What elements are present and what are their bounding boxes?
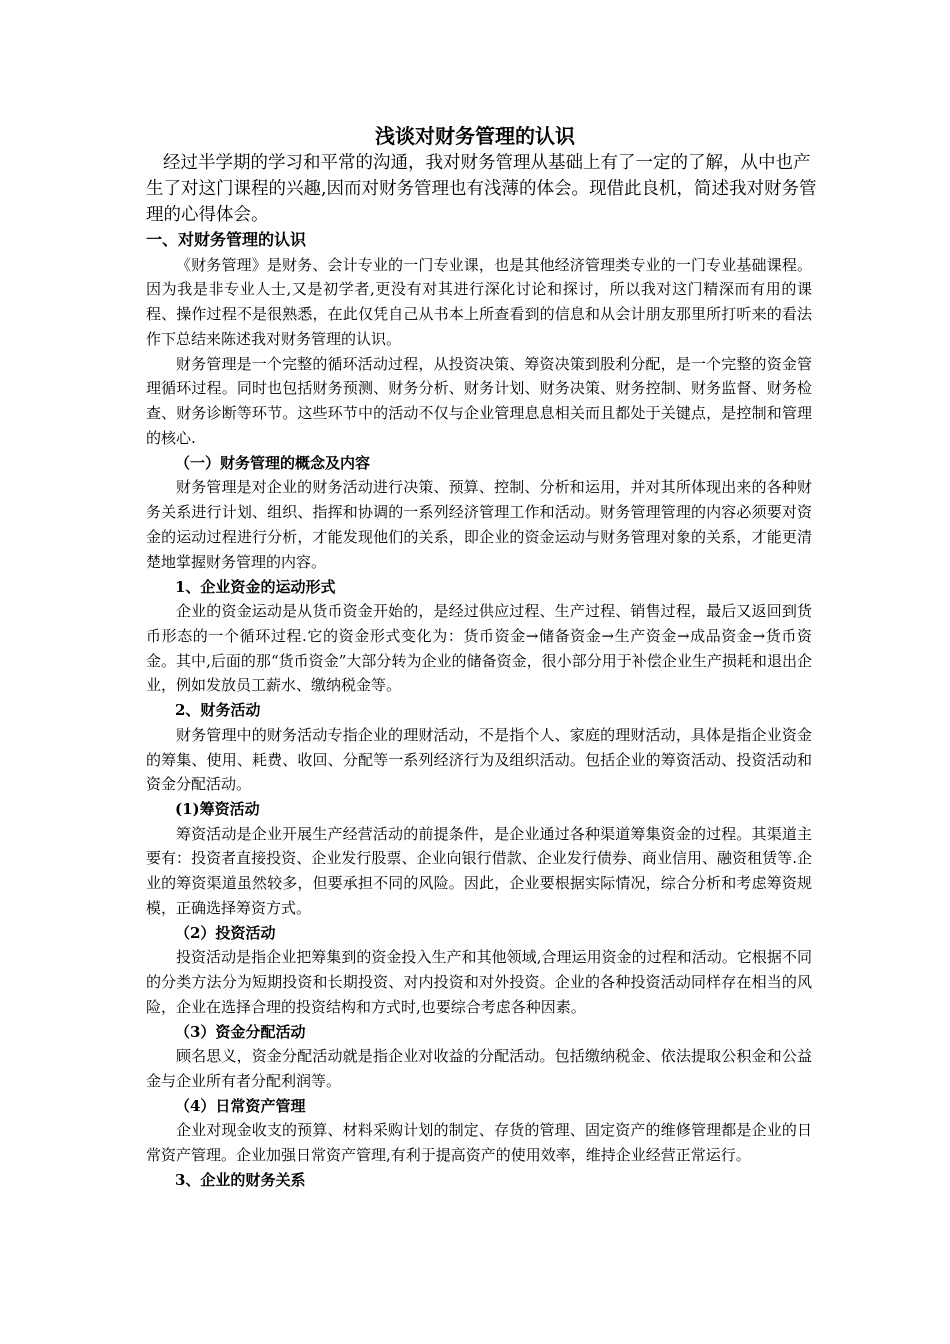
paragraph: 《财务管理》是财务、会计专业的一门专业课，也是其他经济管理类专业的一门专业基础课程。因为我是非专业人士,又是初学者,更没有对其进行深化讨论和探讨，所以我对这门精深而有用的课程、操作过程不是很熟悉，在此仅凭自己从书本上所查看到的信息和从会计朋友那里所打听来的看法作下总结来陈述我对财务管理的认识。 <box>146 255 812 348</box>
paragraph: 财务管理是对企业的财务活动进行决策、预算、控制、分析和运用，并对其所体现出来的各种财务关系进行计划、组织、指挥和协调的一系列经济管理工作和活动。财务管理管理的内容必须要对资金的运动过程进行分析，才能发现他们的关系，即企业的资金运动与财务管理对象的关系，才能更清楚地掌握财务管理的内容。 <box>146 478 812 571</box>
sub-item-heading: (1)筹资活动 <box>175 800 260 819</box>
paragraph: 筹资活动是企业开展生产经营活动的前提条件，是企业通过各种渠道筹集资金的过程。其渠道主要有：投资者直接投资、企业发行股票、企业向银行借款、企业发行债券、商业信用、融资租赁等.企业的筹资渠道虽然较多，但要承担不同的风险。因此，企业要根据实际情况，综合分析和考虑筹资规模，正确选择筹资方式。 <box>146 824 812 918</box>
paragraph: 企业对现金收支的预算、材料采购计划的制定、存货的管理、固定资产的维修管理都是企业的日常资产管理。企业加强日常资产管理,有利于提高资产的使用效率，维持企业经营正常运行。 <box>146 1121 812 1165</box>
sub-item-heading: （2）投资活动 <box>175 923 276 942</box>
paragraph: 企业的资金运动是从货币资金开始的，是经过供应过程、生产过程、销售过程，最后又返回到货币形态的一个循环过程.它的资金形式变化为：货币资金→储备资金→生产资金→成品资金→货币资金。其中,后面的那“货币资金”大部分转为企业的储备资金，很小部分用于补偿企业生产损耗和退出企业，例如发放员工薪水、缴纳税金等。 <box>146 602 812 695</box>
intro-paragraph: 经过半学期的学习和平常的沟通，我对财务管理从基础上有了一定的了解，从中也产生了对这门课程的兴趣,因而对财务管理也有浅薄的体会。现借此良机，简述我对财务管理的心得体会。 <box>146 153 817 225</box>
document-title: 浅谈对财务管理的认识 <box>375 124 575 148</box>
paragraph: 顾名思义，资金分配活动就是指企业对收益的分配活动。包括缴纳税金、依法提取公积金和公益金与企业所有者分配利润等。 <box>146 1047 812 1091</box>
document-body <box>146 228 812 1192</box>
sub-item-heading: （4）日常资产管理 <box>175 1096 306 1115</box>
paragraph: 财务管理中的财务活动专指企业的理财活动，不是指个人、家庭的理财活动，具体是指企业资金的筹集、使用、耗费、收回、分配等一系列经济行为及组织活动。包括企业的筹资活动、投资活动和资金分配活动。 <box>146 725 812 794</box>
paragraph: 财务管理是一个完整的循环活动过程，从投资决策、筹资决策到股利分配，是一个完整的资金管理循环过程。同时也包括财务预测、财务分析、财务计划、财务决策、财务控制、财务监督、财务检查、财务诊断等环节。这些环节中的活动不仅与企业管理息息相关而且都处于关键点，是控制和管理的核心. <box>146 354 812 448</box>
subsection-heading: （一）财务管理的概念及内容 <box>175 453 371 472</box>
item-heading: 2、财务活动 <box>175 701 261 720</box>
sub-item-heading: （3）资金分配活动 <box>175 1022 306 1041</box>
section-heading: 一、对财务管理的认识 <box>146 230 307 249</box>
paragraph: 投资活动是指企业把筹集到的资金投入生产和其他领域,合理运用资金的过程和活动。它根据不同的分类方法分为短期投资和长期投资、对内投资和对外投资。企业的各种投资活动同样存在相当的风险，企业在选择合理的投资结构和方式时,也要综合考虑各种因素。 <box>146 948 812 1016</box>
item-heading: 1、企业资金的运动形式 <box>175 577 336 596</box>
item-heading: 3、企业的财务关系 <box>175 1170 306 1189</box>
